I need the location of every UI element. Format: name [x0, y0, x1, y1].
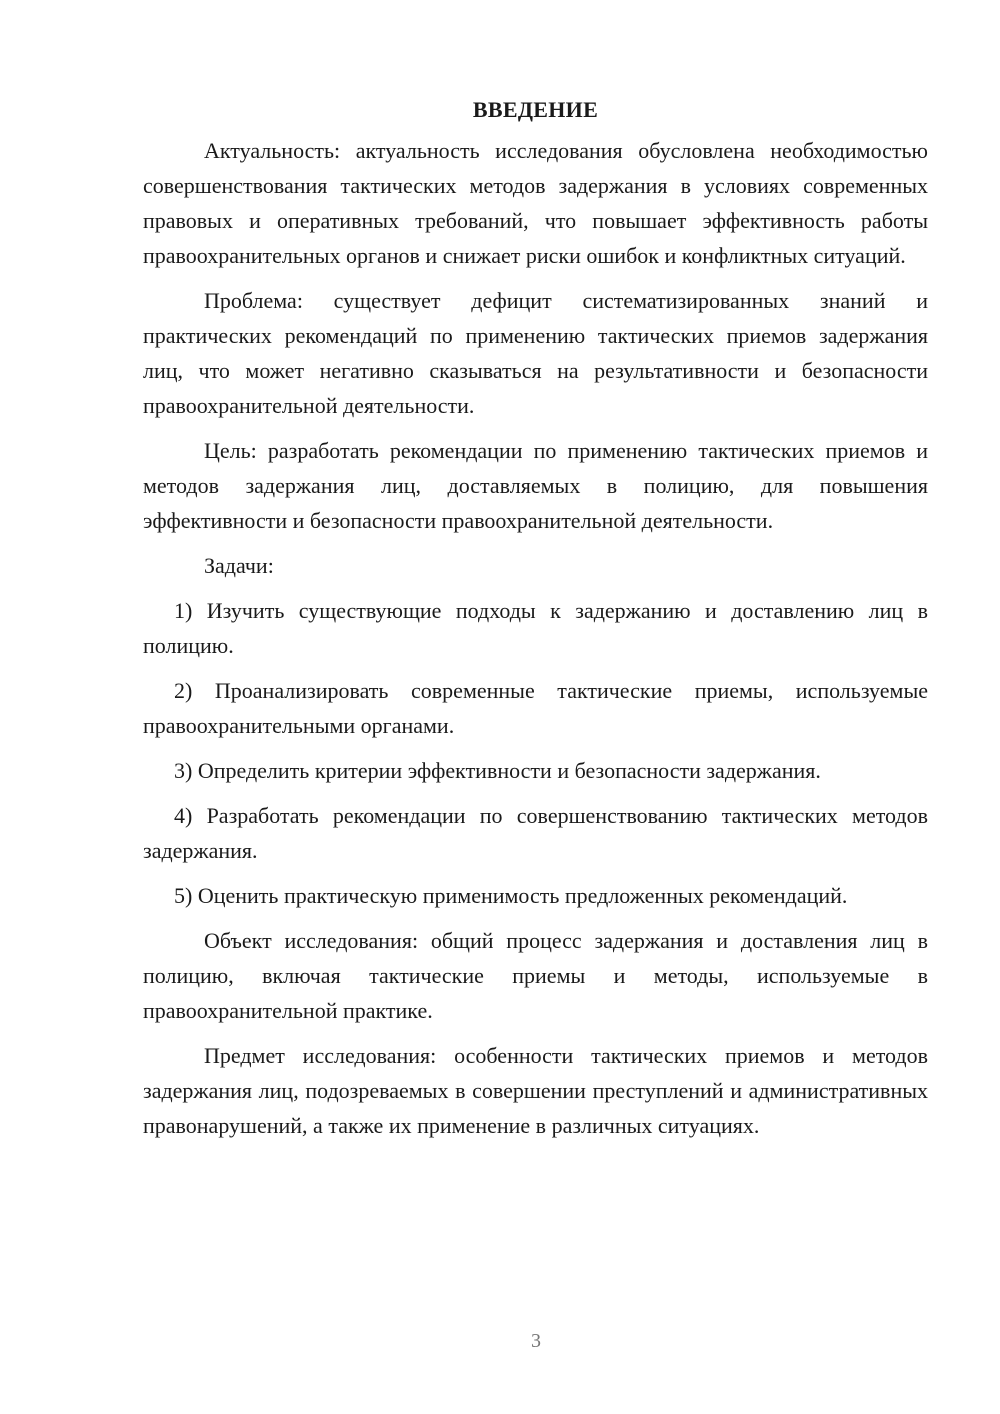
document-page	[143, 92, 928, 1153]
task-item-2: 2) Проанализировать современные тактические приемы, используемые правоохранительными органами.	[143, 678, 928, 738]
tasks-heading: Задачи:	[204, 553, 274, 578]
task-item-4: 4) Разработать рекомендации по совершенствованию тактических методов задержания.	[143, 803, 928, 863]
task-item-5: 5) Оценить практическую применимость предложенных рекомендаций.	[174, 883, 848, 908]
paragraph-problem: Проблема: существует дефицит систематизированных знаний и практических рекомендаций по применению тактических приемов задержания лиц, что может негативно сказываться на результативности и безопасности правоохранительной деятельности.	[143, 288, 928, 418]
paragraph-object: Объект исследования: общий процесс задержания и доставления лиц в полицию, включая тактические приемы и методы, используемые в правоохранительной практике.	[143, 928, 928, 1023]
page-number: 3	[531, 1330, 541, 1352]
section-title: ВВЕДЕНИЕ	[472, 97, 599, 122]
paragraph-subject: Предмет исследования: особенности тактических приемов и методов задержания лиц, подозреваемых в совершении преступлений и административных правонарушений, а также их применение в различных ситуациях.	[143, 1043, 928, 1138]
paragraph-relevance: Актуальность: актуальность исследования обусловлена необходимостью совершенствования тактических методов задержания в условиях современных правовых и оперативных требований, что повышает эффективность работы правоохранительных органов и снижает риски ошибок и конфликтных ситуаций.	[143, 138, 928, 268]
paragraph-goal: Цель: разработать рекомендации по применению тактических приемов и методов задержания лиц, доставляемых в полицию, для повышения эффективности и безопасности правоохранительной деятельности.	[143, 438, 928, 533]
task-item-3: 3) Определить критерии эффективности и безопасности задержания.	[174, 758, 821, 783]
task-item-1: 1) Изучить существующие подходы к задержанию и доставлению лиц в полицию.	[143, 598, 928, 658]
